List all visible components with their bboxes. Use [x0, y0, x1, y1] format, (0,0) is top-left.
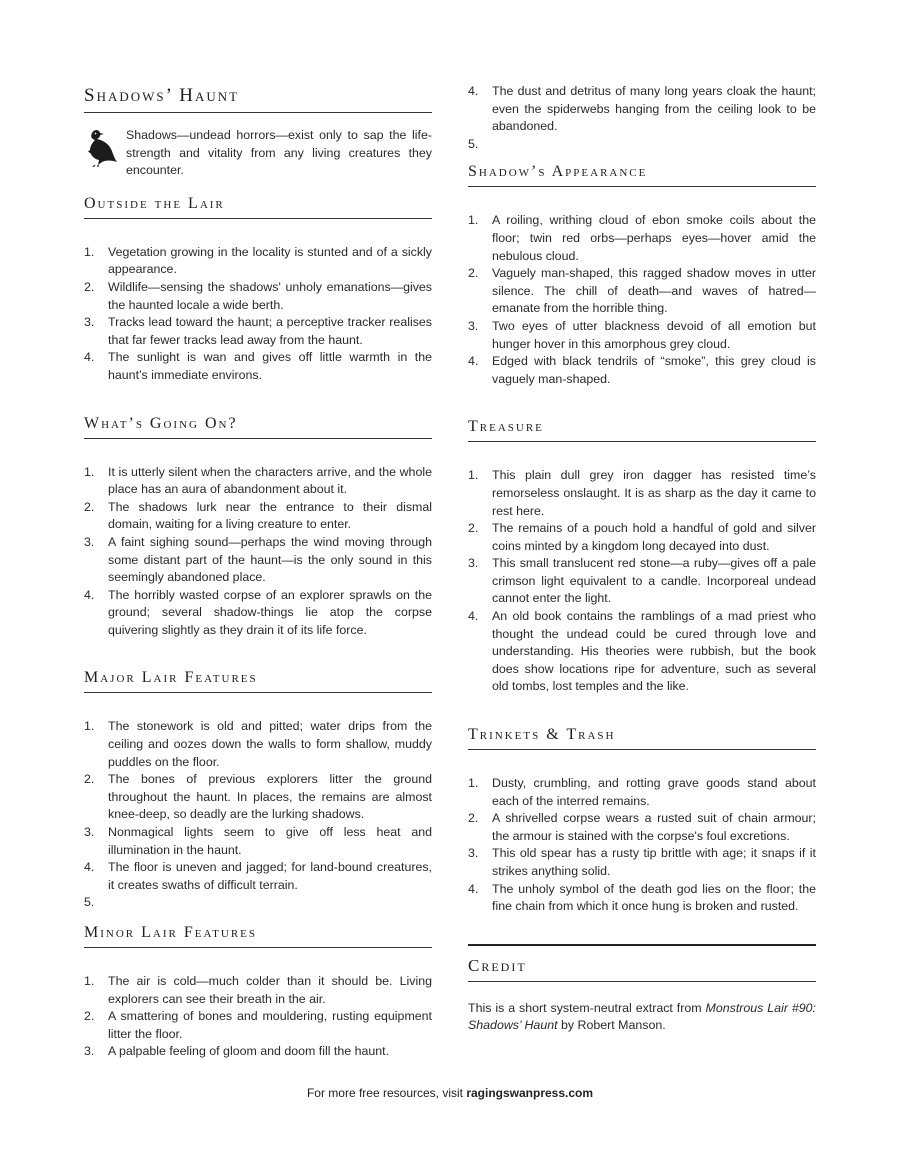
list-item: 2. Vaguely man-shaped, this ragged shadow moves in utter silence. The chill of death—and waves of hatred—emanate from the horrible thing.: [468, 266, 816, 316]
page-footer: For more free resources, visit ragingswanpress.com: [306, 1086, 594, 1100]
section-title: Minor Lair Features: [84, 924, 432, 948]
section-title: Trinkets & Trash: [468, 726, 816, 750]
appearance-list: [468, 212, 816, 388]
list-item: 4. The dust and detritus of many long years cloak the haunt; even the spiderwebs hanging from the ceiling look to be abandoned.: [468, 84, 816, 134]
list-item: 1. A roiling, writhing cloud of ebon smoke coils about the floor; twin red orbs—perhaps eyes—hover amid the nebulous cloud.: [468, 213, 816, 263]
section-trinkets: [468, 726, 816, 916]
list-item: 5.: [84, 895, 95, 910]
minor-list: [84, 973, 432, 1061]
list-item: 2. The bones of previous explorers litter the ground throughout the haunt. In places, the remains are almost knee-deep, so deadly are the lurking shadows.: [84, 772, 432, 822]
intro-block: [84, 127, 432, 180]
list-item: 1. This plain dull grey iron dagger has resisted time’s remorseless onslaught. It is as sharp as the day it came to rest here.: [468, 468, 816, 518]
credit-work-title: Monstrous Lair #90: Shadows’ Haunt: [468, 1000, 816, 1033]
minor-list-continued: [468, 83, 816, 153]
list-item: 4. An old book contains the ramblings of a mad priest who thought the undead could be cured through love and understanding. His theories were rubbish, but the book does show locations ripe for adventure, such as several old tombs, lost temples and the like.: [468, 609, 816, 694]
list-item: 1. Dusty, crumbling, and rotting grave goods stand about each of the interred remains.: [468, 776, 816, 808]
outside-list: [84, 244, 432, 385]
section-major: [84, 669, 432, 912]
list-item: 2. A smattering of bones and mouldering, rusting equipment litter the floor.: [84, 1009, 432, 1041]
list-item: 1. The air is cold—much colder than it should be. Living explorers can see their breath in the air.: [84, 974, 432, 1006]
page-title: Shadows’ Haunt: [84, 85, 432, 113]
list-item: 2. The remains of a pouch hold a handful of gold and silver coins minted by a kingdom long decayed into dust.: [468, 521, 816, 553]
treasure-list: [468, 467, 816, 696]
list-item: 3. A faint sighing sound—perhaps the wind moving through some distant part of the haunt—is the only sound in this seemingly abandoned place.: [84, 534, 432, 585]
list-item: 3. Two eyes of utter blackness devoid of all emotion but hunger hover in this amorphous grey cloud.: [468, 318, 816, 351]
list-item: 3. This old spear has a rusty tip brittle with age; it snaps if it strikes anything solid.: [468, 846, 816, 878]
section-outside: [84, 195, 432, 385]
list-item: 3. A palpable feeling of gloom and doom fill the haunt.: [84, 1044, 390, 1059]
list-item: 4. Edged with black tendrils of “smoke”, this grey cloud is vaguely man-shaped.: [468, 354, 816, 386]
list-item: 4. The horribly wasted corpse of an explorer sprawls on the ground; several shadow-things lie atop the corpse quivering slightly as they drain it of its life force.: [84, 587, 432, 637]
trinkets-list: [468, 775, 816, 916]
list-item: 2. A shrivelled corpse wears a rusted suit of chain armour; the armour is stained with the corpse's foul excretions.: [468, 811, 816, 843]
section-title: Shadow’s Appearance: [468, 163, 816, 187]
list-item: 5.: [468, 136, 479, 151]
section-going-on: [84, 415, 432, 640]
footer-link[interactable]: ragingswanpress.com: [466, 1086, 594, 1100]
going-on-list: [84, 464, 432, 640]
list-item: 1. Vegetation growing in the locality is stunted and of a sickly appearance.: [84, 244, 432, 277]
list-item: 4. The floor is uneven and jagged; for land-bound creatures, it creates swaths of difficult terrain.: [84, 860, 432, 892]
section-title: What’s Going On?: [84, 415, 432, 439]
list-item: 3. Nonmagical lights seem to give off less heat and illumination in the haunt.: [84, 825, 432, 857]
left-column: [84, 80, 432, 1061]
list-item: 3. This small translucent red stone—a ruby—gives off a pale crimson light equivalent to a candle. Incorporeal undead cannot enter the light.: [468, 556, 816, 606]
list-item: 4. The sunlight is wan and gives off little warmth in the haunt’s immediate environs.: [84, 350, 432, 382]
list-item: 2. The shadows lurk near the entrance to their dismal domain, waiting for a living creature to enter.: [84, 499, 432, 532]
list-item: 3. Tracks lead toward the haunt; a perceptive tracker realises that far fewer tracks lead away from the haunt.: [84, 315, 432, 347]
list-item: 1. It is utterly silent when the characters arrive, and the whole place has an aura of abandonment about it.: [84, 464, 432, 497]
intro-text: Shadows—undead horrors—exist only to sap the life-strength and vitality from any living creatures they encounter.: [126, 128, 432, 178]
list-item: 4. The unholy symbol of the death god lies on the floor; the fine chain from which it once hung is broken and rusted.: [468, 881, 816, 914]
list-item: 1. The stonework is old and pitted; water drips from the ceiling and oozes down the walls to form shallow, muddy puddles on the floor.: [84, 719, 432, 769]
section-title: Credit: [468, 944, 816, 982]
section-credit: [468, 944, 816, 1035]
major-list: [84, 718, 432, 912]
credit-text: This is a short system-neutral extract from Monstrous Lair #90: Shadows’ Haunt by Robert Manson.: [468, 1000, 816, 1033]
section-title: Outside the Lair: [84, 195, 432, 219]
section-treasure: [468, 418, 816, 696]
list-item: 2. Wildlife—sensing the shadows' unholy emanations—gives the haunted locale a wide berth.: [84, 279, 432, 312]
section-title: Treasure: [468, 418, 816, 442]
section-title: Major Lair Features: [84, 669, 432, 693]
section-appearance: [468, 163, 816, 388]
right-column: [468, 80, 816, 1035]
raven-logo-icon: [84, 127, 118, 167]
section-minor: [84, 924, 432, 1061]
